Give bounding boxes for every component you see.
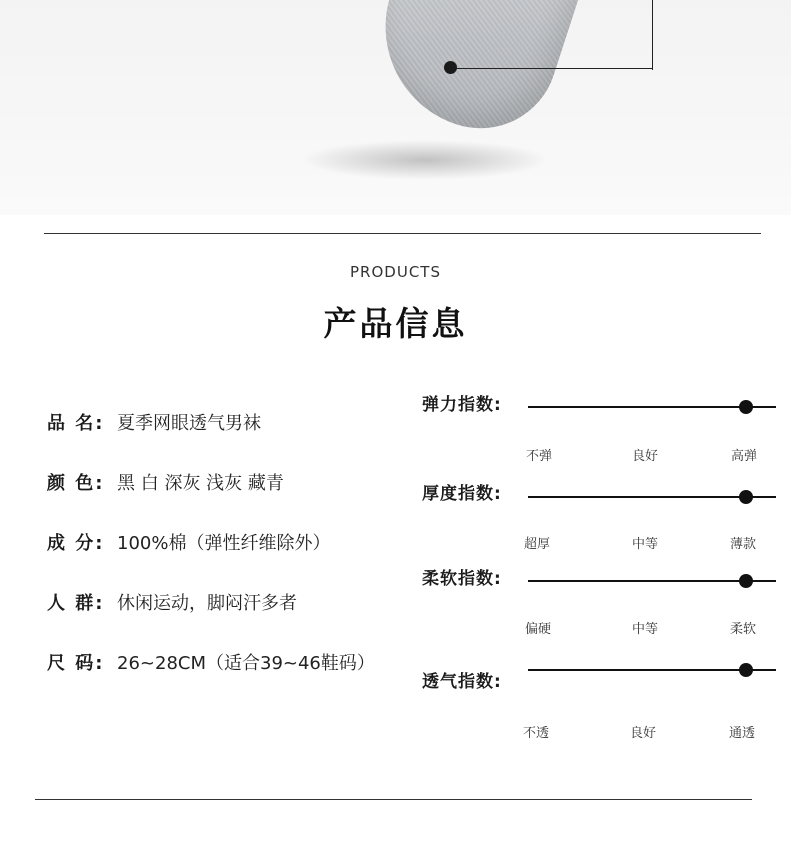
scale-label: 中等 <box>632 622 659 637</box>
info-value: 黑 白 深灰 浅灰 藏青 <box>117 473 284 494</box>
info-row-size <box>47 649 375 675</box>
scale-label: 超厚 <box>524 537 551 552</box>
info-label: 品 名: <box>47 413 105 434</box>
scale-label: 中等 <box>632 537 659 552</box>
section-subtitle: PRODUCTS <box>350 263 441 281</box>
info-value: 100%棉（弹性纤维除外） <box>117 533 331 554</box>
scale-label: 良好 <box>632 449 659 464</box>
callout-line-horizontal <box>450 68 653 69</box>
section-title: 产品信息 <box>323 304 468 343</box>
info-row-material <box>47 529 330 555</box>
callout-line-vertical <box>652 0 653 70</box>
product-photo <box>0 0 791 215</box>
scale-label: 不弹 <box>526 449 553 464</box>
info-row-color <box>47 469 284 495</box>
scale-marker-softness <box>739 574 753 588</box>
scale-marker-breathability <box>739 663 753 677</box>
info-row-name <box>47 409 261 435</box>
index-title-elasticity: 弹力指数: <box>422 395 502 415</box>
index-title-thickness: 厚度指数: <box>422 484 502 504</box>
info-value: 26~28CM（适合39~46鞋码） <box>117 653 375 674</box>
scale-label: 柔软 <box>730 622 757 637</box>
index-title-softness: 柔软指数: <box>422 569 502 589</box>
scale-marker-thickness <box>739 490 753 504</box>
callout-dot <box>444 61 457 74</box>
sock-toe-image <box>359 0 587 148</box>
index-title-breathability: 透气指数: <box>422 672 502 692</box>
scale-label: 偏硬 <box>525 622 552 637</box>
scale-marker-elasticity <box>739 400 753 414</box>
info-value: 夏季网眼透气男袜 <box>117 413 261 434</box>
info-label: 人 群: <box>47 593 105 614</box>
sock-shadow <box>300 140 550 180</box>
info-value: 休闲运动，脚闷汗多者 <box>117 593 297 614</box>
scale-label: 薄款 <box>730 537 757 552</box>
info-label: 颜 色: <box>47 473 105 494</box>
info-label: 成 分: <box>47 533 105 554</box>
scale-label: 不透 <box>523 726 550 741</box>
scale-label: 良好 <box>630 726 657 741</box>
info-label: 尺 码: <box>47 653 105 674</box>
scale-label: 通透 <box>729 726 756 741</box>
top-divider <box>44 233 761 234</box>
bottom-divider <box>35 799 752 800</box>
info-row-audience <box>47 589 297 615</box>
scale-label: 高弹 <box>731 449 758 464</box>
